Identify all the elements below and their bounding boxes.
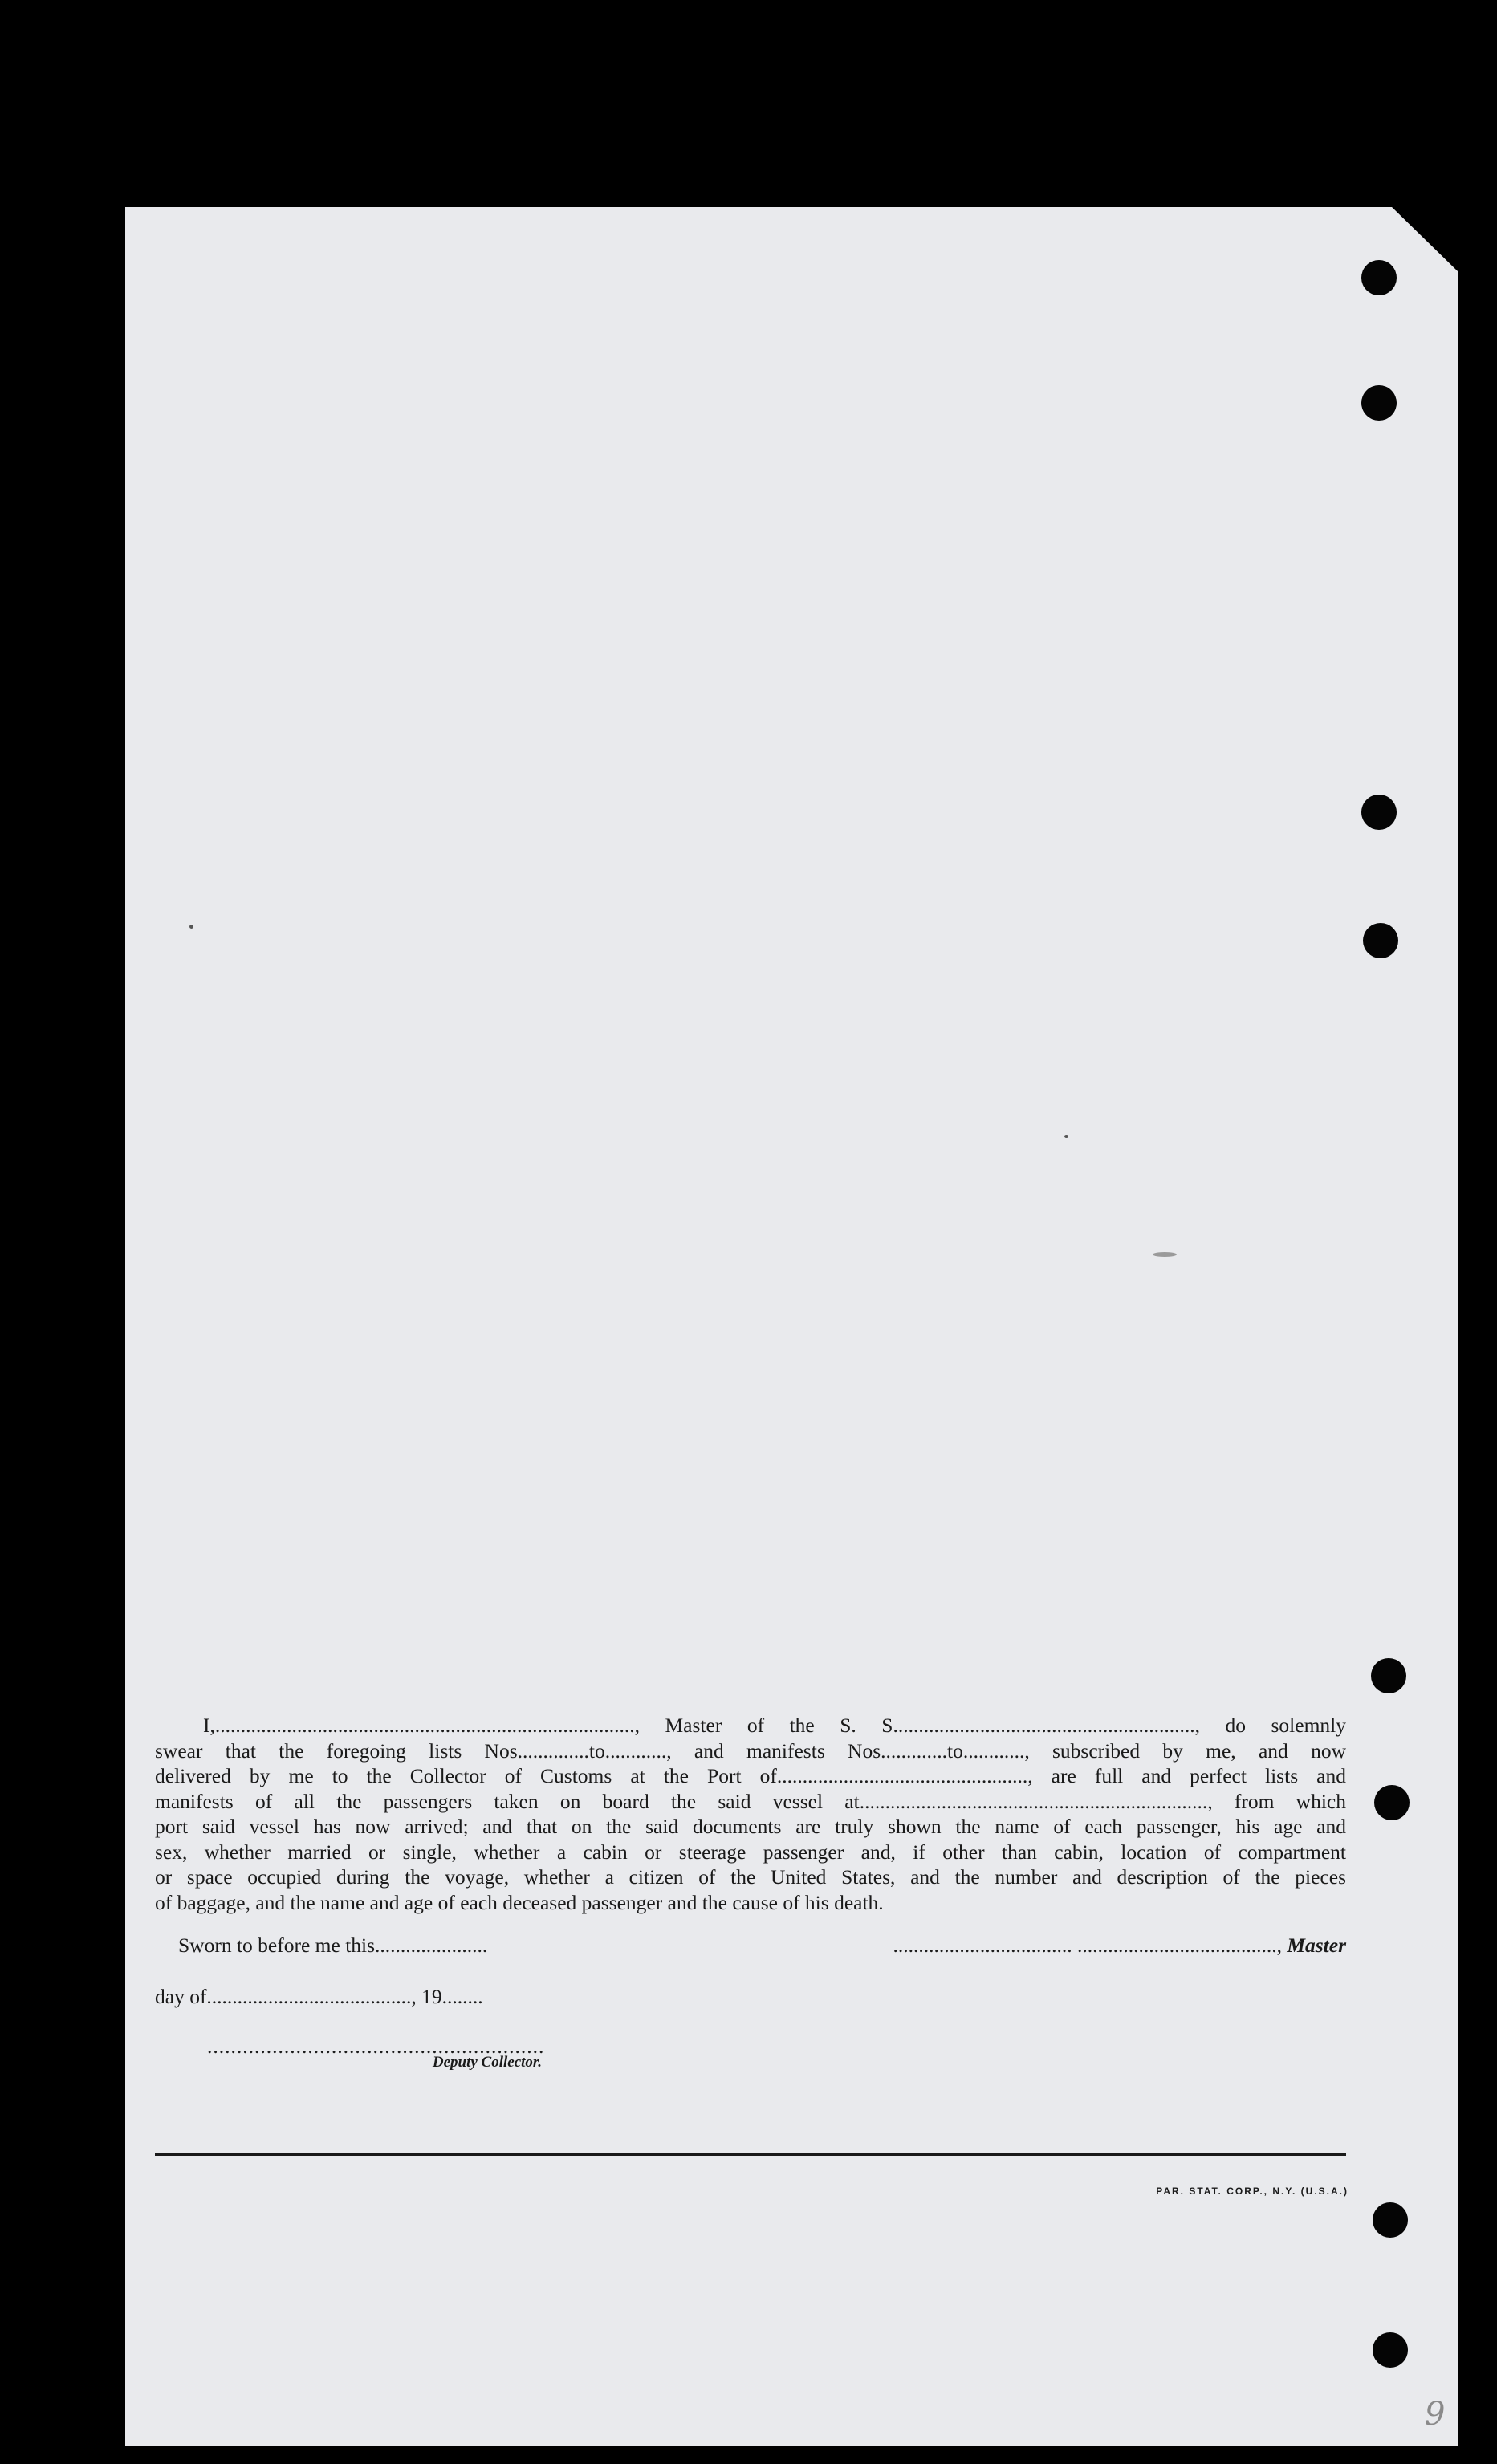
date-line: day of........................................, 19........ bbox=[155, 1985, 483, 2008]
oath-line: sex, whether married or single, whether a cabin or steerage passenger and, if other than cabin, location of compartment bbox=[155, 1840, 1346, 1864]
printer-imprint: PAR. STAT. CORP., N.Y. (U.S.A.) bbox=[1156, 2185, 1349, 2197]
oath-line: swear that the foregoing lists Nos..............to............, and manifests Nos.............to............, subscribed by me, and now bbox=[155, 1738, 1346, 1763]
deputy-collector-label: Deputy Collector. bbox=[432, 2054, 542, 2071]
punch-hole bbox=[1363, 923, 1398, 958]
oath-line: port said vessel has now arrived; and that on the said documents are truly shown the name of each passenger, his age and bbox=[155, 1815, 1346, 1838]
master-signature-dots: ................................... ......................................., bbox=[893, 1933, 1288, 1957]
deputy-signature-line: ......................................................... bbox=[207, 2035, 545, 2058]
punch-hole bbox=[1373, 2202, 1408, 2238]
punch-hole bbox=[1361, 795, 1397, 830]
punch-hole bbox=[1361, 385, 1397, 421]
master-signature-line bbox=[856, 1933, 1346, 1958]
ink-speck bbox=[1153, 1252, 1177, 1257]
oath-line: of baggage, and the name and age of each deceased passenger and the cause of his death. bbox=[155, 1890, 884, 1914]
ink-speck bbox=[1064, 1135, 1068, 1138]
oath-line: manifests of all the passengers taken on board the said vessel at...................................................................., from which bbox=[155, 1789, 1346, 1813]
punch-hole bbox=[1361, 260, 1397, 295]
oath-line: I,.................................................................................., Master of the S. S..........................................................., do solemnly bbox=[203, 1714, 1346, 1737]
horizontal-rule bbox=[155, 2153, 1346, 2156]
master-label: Master bbox=[1287, 1933, 1346, 1957]
punch-hole bbox=[1371, 1658, 1406, 1693]
punch-hole bbox=[1374, 1785, 1410, 1820]
page-number: 9 bbox=[1425, 2396, 1446, 2433]
sworn-line: Sworn to before me this...................... bbox=[178, 1933, 488, 1957]
oath-line: delivered by me to the Collector of Customs at the Port of................................................., are full and perfect lists and bbox=[155, 1764, 1346, 1787]
punch-hole bbox=[1373, 2332, 1408, 2368]
ink-speck bbox=[189, 925, 193, 929]
oath-paragraph bbox=[155, 1713, 1346, 1915]
oath-line: or space occupied during the voyage, whether a citizen of the United States, and the number and description of the pieces bbox=[155, 1865, 1346, 1889]
manifest-page bbox=[125, 207, 1458, 2446]
